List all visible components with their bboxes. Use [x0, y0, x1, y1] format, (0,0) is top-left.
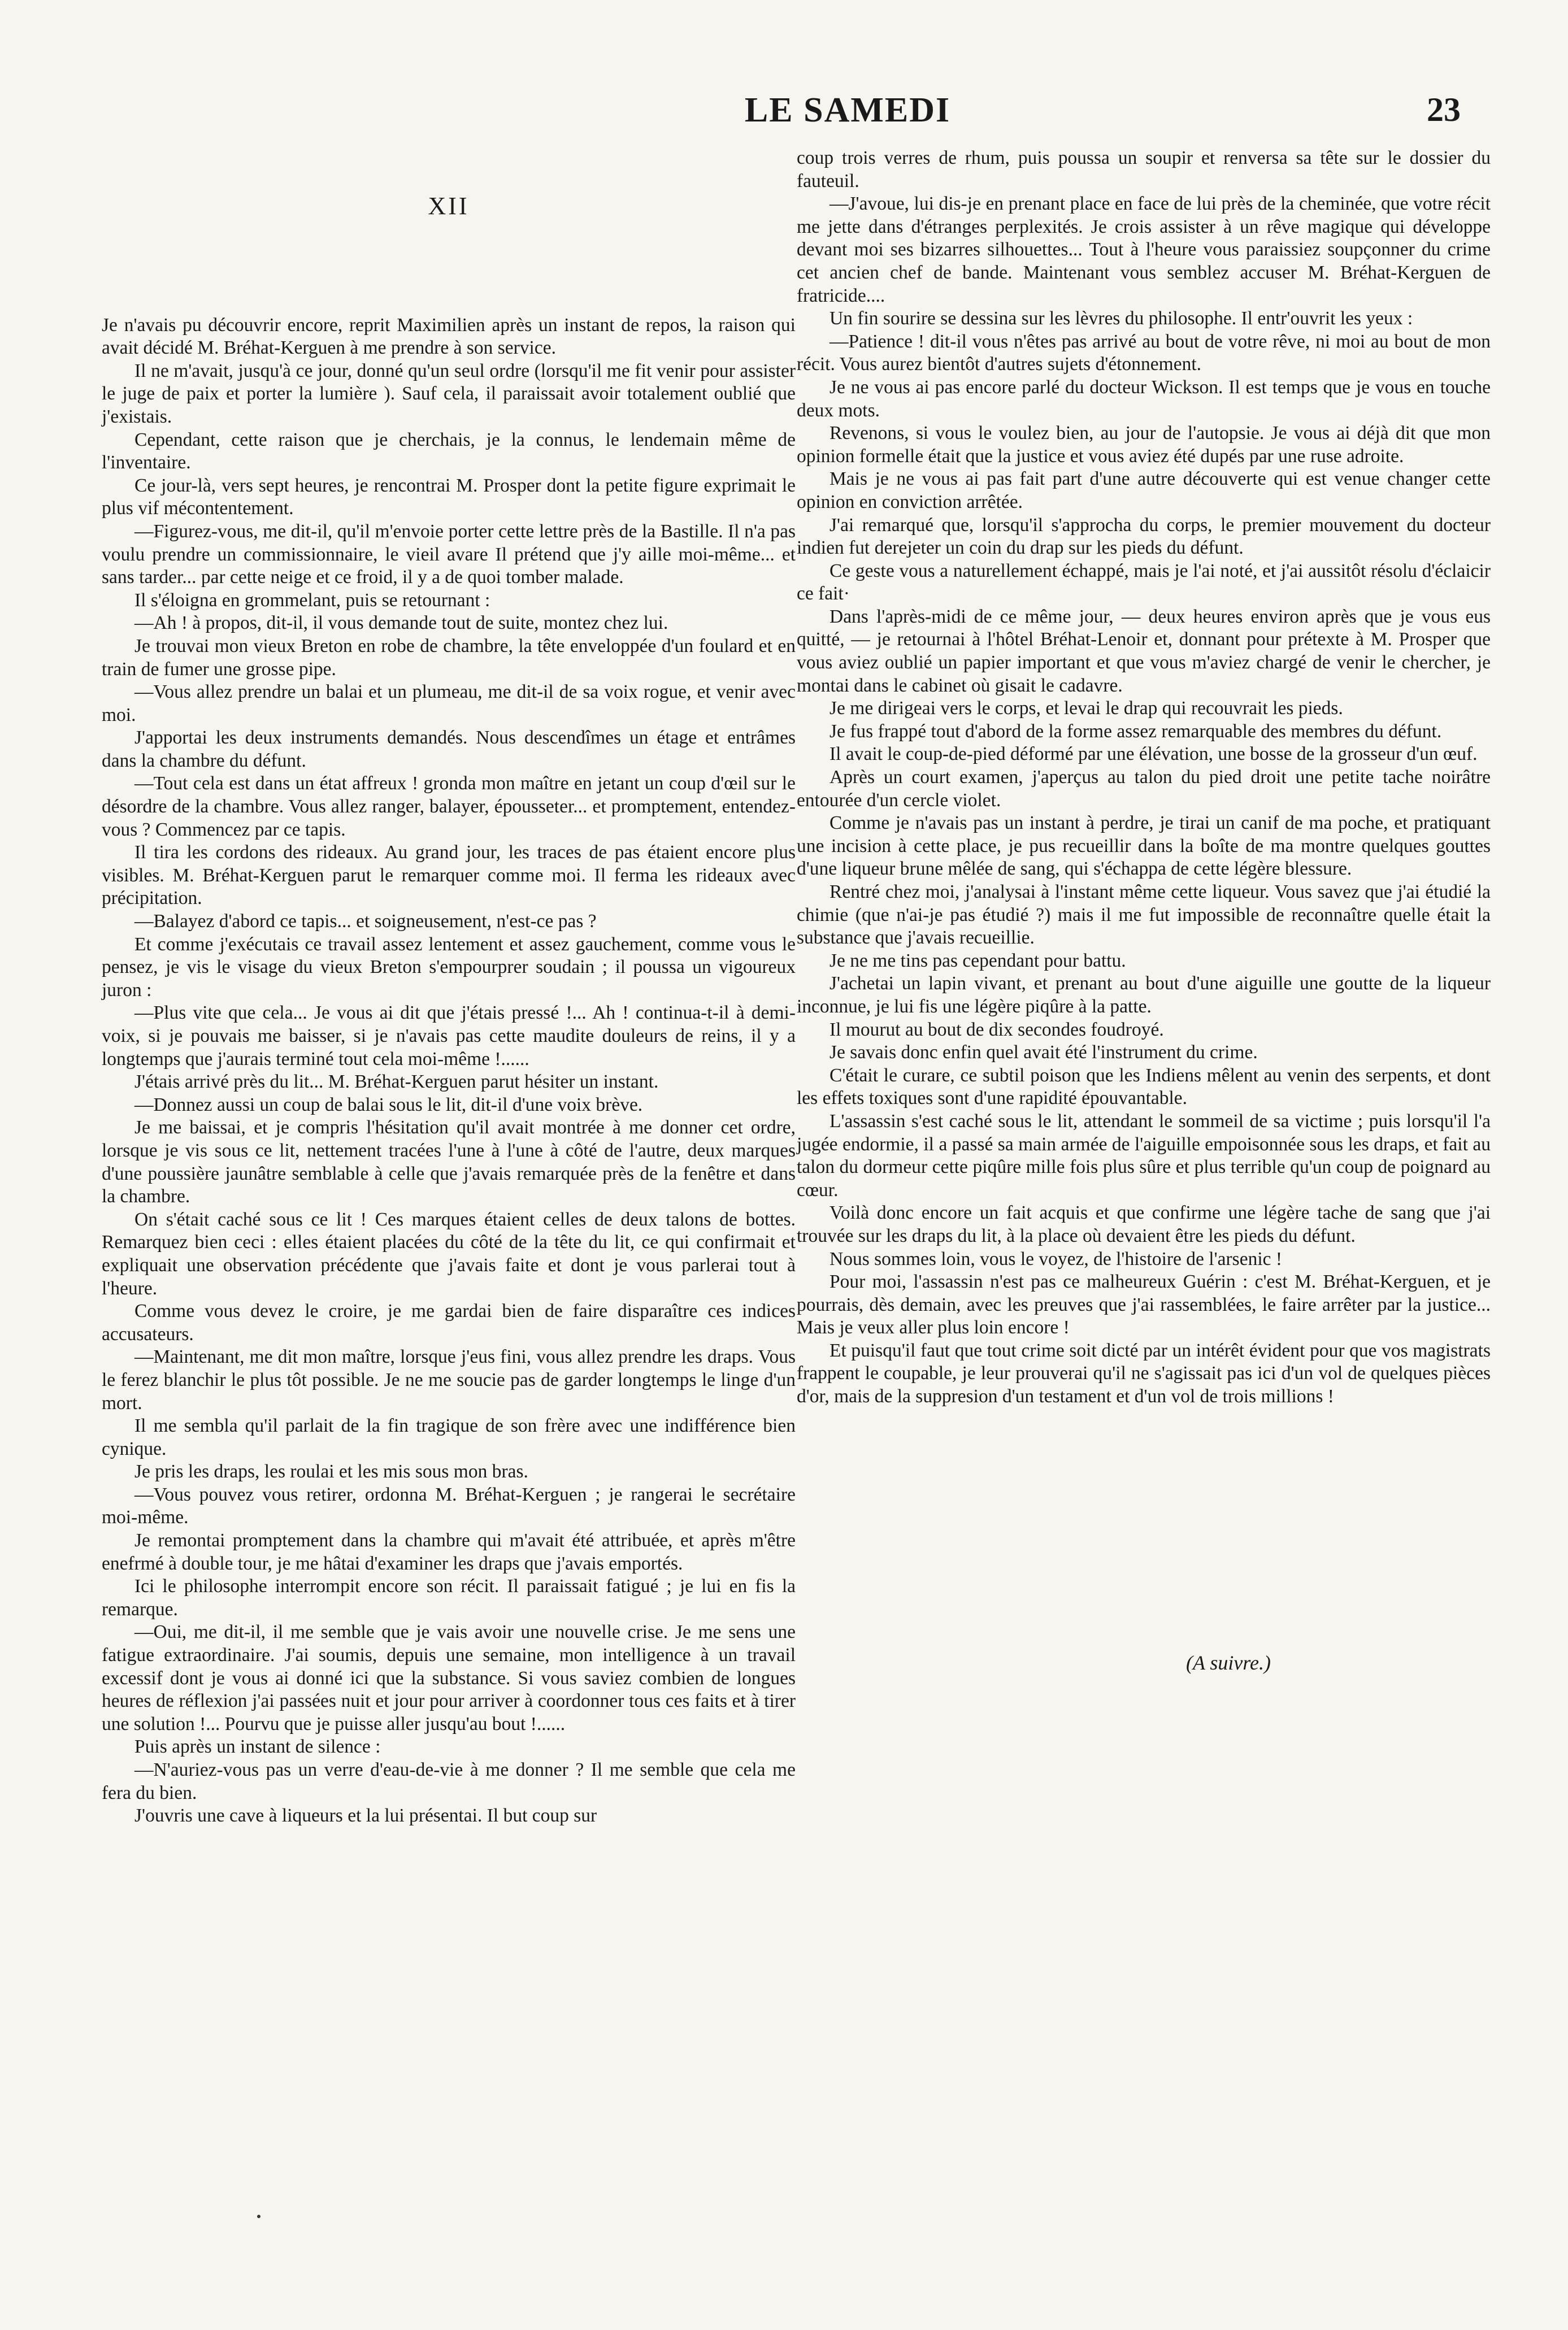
paragraph: Un fin sourire se dessina sur les lèvres du philosophe. Il entr'ouvrit les yeux : — [829, 308, 1413, 329]
paragraph: Comme vous devez le croire, je me gardai bien de faire disparaître ces indices accusateurs. — [102, 1301, 796, 1345]
paragraph: Il s'éloigna en grommelant, puis se retournant : — [134, 589, 490, 611]
paragraph: Mais je ne vous ai pas fait part d'une autre découverte qui est venue changer cette opinion en conviction arrêtée. — [797, 468, 1491, 512]
right-column — [797, 147, 1491, 1674]
paragraph: Il mourut au bout de dix secondes foudroyé. — [829, 1019, 1164, 1040]
paragraph: —Balayez d'abord ce tapis... et soigneusement, n'est-ce pas ? — [134, 911, 597, 932]
paragraph: Je trouvai mon vieux Breton en robe de chambre, la tête enveloppée d'un foulard et en train de fumer une grosse pipe. — [102, 635, 796, 680]
paragraph: —Patience ! dit-il vous n'êtes pas arrivé au bout de votre rêve, ni moi au bout de mon récit. Vous aurez bientôt d'autres sujets d'étonnement. — [797, 331, 1491, 375]
paragraph: Puis après un instant de silence : — [134, 1736, 381, 1758]
paragraph: J'apportai les deux instruments demandés. Nous descendîmes un étage et entrâmes dans la chambre du défunt. — [102, 727, 796, 771]
paragraph: Je savais donc enfin quel avait été l'instrument du crime. — [829, 1042, 1258, 1063]
paragraph: —Donnez aussi un coup de balai sous le lit, dit-il d'une voix brève. — [134, 1094, 643, 1115]
paragraph: Et puisqu'il faut que tout crime soit dicté par un intérêt évident pour que vos magistrats frappent le coupable, je leur prouverai qu'il ne s'agissait pas ici d'un vol de quelques pièces d'or, mais de la suppresion d'un testament et d'un vol de trois millions ! — [797, 1340, 1491, 1407]
to-be-continued: (A suivre.) — [1186, 1651, 1271, 1674]
paragraph: Revenons, si vous le voulez bien, au jour de l'autopsie. Je vous ai déjà dit que mon opinion formelle était que la justice et vous aviez été dupés par une ruse adroite. — [797, 423, 1491, 467]
paragraph: —J'avoue, lui dis-je en prenant place en face de lui près de la cheminée, que votre récit me jette dans d'étranges perplexités. Je crois assister à un rêve magique qui développe devant moi ses bizarres silhouettes... Tout à l'heure vous paraissiez soupçonner du crime cet ancien chef de bande. Maintenant vous semblez accuser M. Bréhat-Kerguen de fratricide.... — [797, 193, 1491, 306]
paragraph: J'ouvris une cave à liqueurs et la lui présentai. Il but coup sur — [134, 1805, 597, 1827]
paragraph: —N'auriez-vous pas un verre d'eau-de-vie à me donner ? Il me semble que cela me fera du bien. — [102, 1759, 796, 1803]
paragraph: coup trois verres de rhum, puis poussa un soupir et renversa sa tête sur le dossier du fauteuil. — [797, 147, 1491, 192]
paragraph: L'assassin s'est caché sous le lit, attendant le sommeil de sa victime ; puis lorsqu'il l'a jugée endormie, il a passé sa main armée de l'aiguille empoisonnée sous les draps, et fait au talon du dormeur cette piqûre mille fois plus sûre et plus terrible qu'un coup de poignard au cœur. — [797, 1110, 1491, 1201]
paragraph: C'était le curare, ce subtil poison que les Indiens mêlent au venin des serpents, et dont les effets toxiques sont d'une rapidité épouvantable. — [797, 1064, 1491, 1109]
page-header — [0, 90, 1568, 147]
paragraph: Dans l'après-midi de ce même jour, — deux heures environ après que je vous eus quitté, — je retournai à l'hôtel Bréhat-Lenoir et, donnant pour prétexte à M. Prosper que vous aviez oublié un papier important et que vous m'aviez chargé de venir le chercher, je montai dans le cabinet où gisait le cadavre. — [797, 606, 1491, 696]
paragraph: Je remontai promptement dans la chambre qui m'avait été attribuée, et après m'être enefrmé à double tour, je me hâtai d'examiner les draps que j'avais emportés. — [102, 1530, 796, 1574]
paragraph: Je me dirigeai vers le corps, et levai le drap qui recouvrait les pieds. — [829, 698, 1343, 719]
chapter-heading: XII — [428, 192, 470, 220]
paragraph: —Vous pouvez vous retirer, ordonna M. Bréhat-Kerguen ; je rangerai le secrétaire moi-même. — [102, 1484, 796, 1528]
paragraph: J'étais arrivé près du lit... M. Bréhat-Kerguen parut hésiter un instant. — [134, 1071, 659, 1093]
paragraph: —Figurez-vous, me dit-il, qu'il m'envoie porter cette lettre près de la Bastille. Il n'a pas voulu prendre un commissionnaire, le vieil avare Il prétend que j'y aille moi-même... et sans tarder... par cette neige et ce froid, il y a de quoi tomber malade. — [102, 520, 796, 588]
paragraph: Ce geste vous a naturellement échappé, mais je l'ai noté, et j'ai aussitôt résolu d'éclaicir ce fait· — [797, 560, 1491, 605]
paragraph: Il ne m'avait, jusqu'à ce jour, donné qu'un seul ordre (lorsqu'il me fit venir pour assister le juge de paix et porter la lumière ). Sauf cela, il paraissait avoir totalement oublié que j'existais. — [102, 360, 796, 427]
paragraph: —Maintenant, me dit mon maître, lorsque j'eus fini, vous allez prendre les draps. Vous le ferez blanchir le plus tôt possible. Je ne me soucie pas de garder longtemps le linge d'un mort. — [102, 1346, 796, 1414]
page-number: 23 — [1427, 91, 1461, 128]
paragraph: Il tira les cordons des rideaux. Au grand jour, les traces de pas étaient encore plus visibles. M. Bréhat-Kerguen parut le remarquer comme moi. Il ferma les rideaux avec précipitation. — [102, 842, 796, 909]
paragraph: Cependant, cette raison que je cherchais, je la connus, le lendemain même de l'inventaire. — [102, 429, 796, 473]
paragraph: Pour moi, l'assassin n'est pas ce malheureux Guérin : c'est M. Bréhat-Kerguen, et je pourrais, dès demain, avec les preuves que j'ai rassemblées, le faire arrêter par la justice... Mais je veux aller plus loin encore ! — [797, 1271, 1491, 1338]
paragraph: Ce jour-là, vers sept heures, je rencontrai M. Prosper dont la petite figure exprimait le plus vif mécontentement. — [102, 475, 796, 519]
paragraph: Je fus frappé tout d'abord de la forme assez remarquable des membres du défunt. — [829, 720, 1442, 742]
paragraph: Ici le philosophe interrompit encore son récit. Il paraissait fatigué ; je lui en fis la remarque. — [102, 1576, 796, 1620]
paragraph: Voilà donc encore un fait acquis et que confirme une légère tache de sang que j'ai trouvée sur les draps du lit, à la place où devaient être les pieds du défunt. — [797, 1202, 1491, 1246]
left-column — [102, 147, 796, 1828]
paragraph: Il me sembla qu'il parlait de la fin tragique de son frère avec une indifférence bien cynique. — [102, 1415, 796, 1459]
ink-dot — [257, 2215, 260, 2218]
paragraph: J'achetai un lapin vivant, et prenant au bout d'une aiguille une goutte de la liqueur inconnue, je lui fis une légère piqûre à la patte. — [797, 973, 1491, 1017]
paragraph: Je n'avais pu découvrir encore, reprit Maximilien après un instant de repos, la raison qui avait décidé M. Bréhat-Kerguen à me prendre à son service. — [102, 314, 796, 359]
paragraph: Rentré chez moi, j'analysai à l'instant même cette liqueur. Vous savez que j'ai étudié la chimie (que n'ai-je pas étudié ?) mais il me fut impossible de reconnaître quelle était la substance que j'avais recueillie. — [797, 881, 1491, 949]
paragraph: —Ah ! à propos, dit-il, il vous demande tout de suite, montez chez lui. — [134, 612, 668, 634]
paragraph: —Oui, me dit-il, il me semble que je vais avoir une nouvelle crise. Je me sens une fatigue extraordinaire. J'ai soumis, depuis une semaine, mon intelligence à un travail excessif dont je vous ai donné ici que la substance. Si vous saviez combien de longues heures de réflexion j'ai passées nuit et jour pour arriver à coordonner tous ces faits et à tirer une solution !... Pourvu que je puisse aller jusqu'au bout !...... — [102, 1622, 796, 1735]
paragraph: —Vous allez prendre un balai et un plumeau, me dit-il de sa voix rogue, et venir avec moi. — [102, 681, 796, 725]
paragraph: J'ai remarqué que, lorsqu'il s'approcha du corps, le premier mouvement du docteur indien fut derejeter un coin du drap sur les pieds du défunt. — [797, 514, 1491, 559]
paragraph: Nous sommes loin, vous le voyez, de l'histoire de l'arsenic ! — [829, 1248, 1283, 1270]
paragraph: On s'était caché sous ce lit ! Ces marques étaient celles de deux talons de bottes. Remarquez bien ceci : elles étaient placées du côté de la tête du lit, ce qui confirmait et expliquait une observation précédente que j'avais faite et dont je vous parlerai tout à l'heure. — [102, 1209, 796, 1299]
paragraph: Je me baissai, et je compris l'hésitation qu'il avait montrée à me donner cet ordre, lorsque je vis sous ce lit, nettement tracées l'une à l'une à côté de l'autre, deux marques d'une poussière jaunâtre semblable à celle que j'avais remarquée près de la fenêtre et dans la chambre. — [102, 1117, 796, 1207]
paragraph: Après un court examen, j'aperçus au talon du pied droit une petite tache noirâtre entourée d'un cercle violet. — [797, 767, 1491, 811]
paragraph: Comme je n'avais pas un instant à perdre, je tirai un canif de ma poche, et pratiquant une incision à cette place, je pus recueillir dans la boîte de ma montre quelques gouttes d'une liqueur brune mêlée de sang, qui s'échappa de cette légère blessure. — [797, 812, 1491, 880]
paragraph: Je ne vous ai pas encore parlé du docteur Wickson. Il est temps que je vous en touche deux mots. — [797, 376, 1491, 421]
journal-title: LE SAMEDI — [744, 91, 951, 129]
paragraph: —Tout cela est dans un état affreux ! gronda mon maître en jetant un coup d'œil sur le désordre de la chambre. Vous allez ranger, balayer, épousseter... et promptement, entendez-vous ? Commencez par ce tapis. — [102, 773, 796, 840]
paragraph: Et comme j'exécutais ce travail assez lentement et assez gauchement, comme vous le pensez, je vis le visage du vieux Breton s'empourprer soudain ; il poussa un vigoureux juron : — [102, 933, 796, 1001]
paragraph: Je pris les draps, les roulai et les mis sous mon bras. — [134, 1461, 528, 1483]
paragraph: Je ne me tins pas cependant pour battu. — [829, 950, 1126, 971]
paragraph: —Plus vite que cela... Je vous ai dit que j'étais pressé !... Ah ! continua-t-il à demi-voix, si je pouvais me baisser, si je n'avais pas cette maudite douleurs de reins, il y a longtemps que j'aurais terminé tout cela moi-même !...... — [102, 1002, 796, 1070]
paragraph: Il avait le coup-de-pied déformé par une élévation, une bosse de la grosseur d'un œuf. — [829, 744, 1478, 765]
